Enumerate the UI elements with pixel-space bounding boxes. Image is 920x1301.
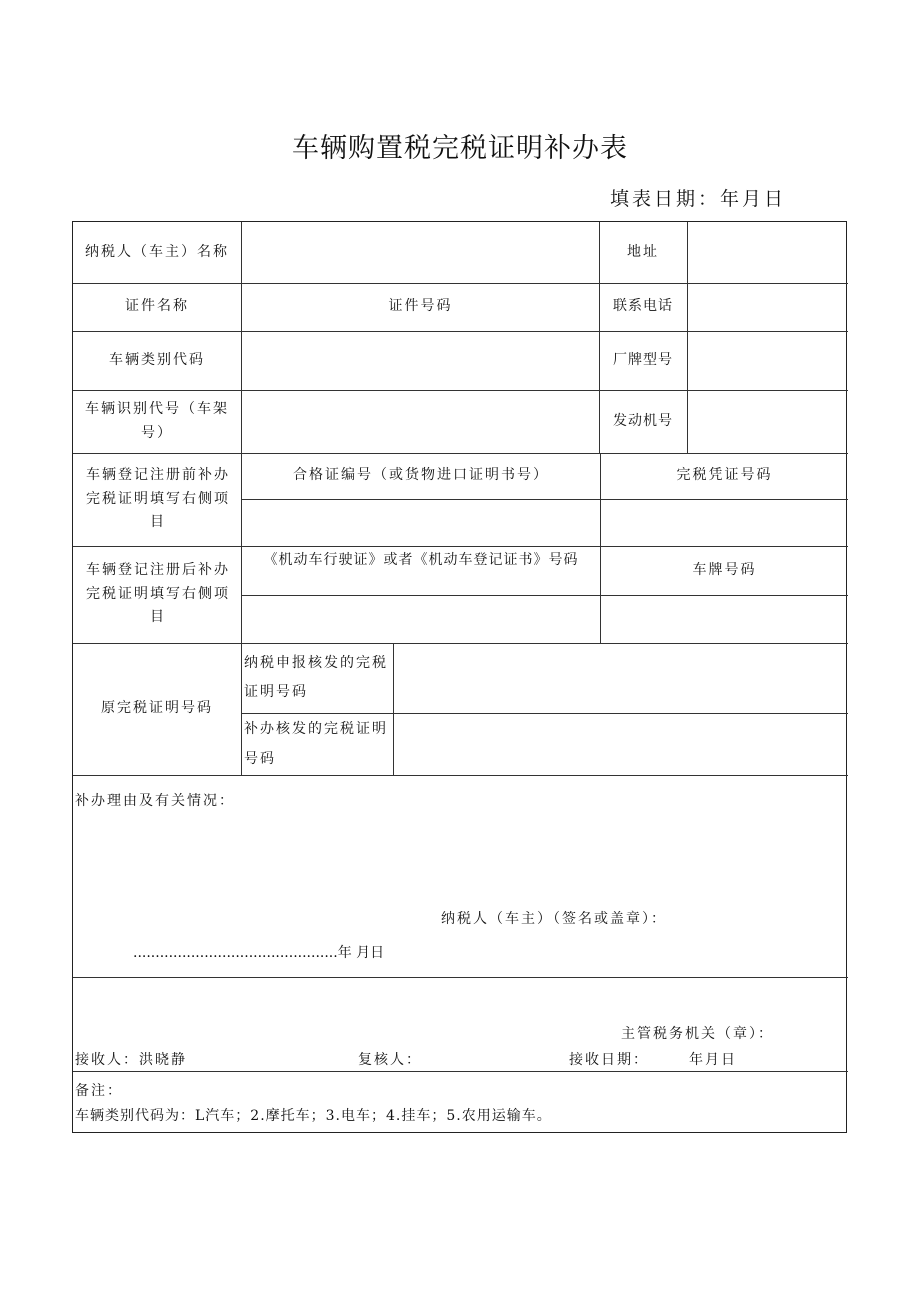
engine-no-field[interactable] bbox=[688, 390, 848, 453]
plate-no-label: 车牌号码 bbox=[692, 561, 757, 578]
taxpayer-name-label: 纳税人（车主）名称 bbox=[85, 243, 229, 260]
tax-voucher-no-field[interactable] bbox=[601, 500, 848, 546]
address-field[interactable] bbox=[688, 222, 848, 283]
reason-date-line[interactable]: ..............................................年 月日 bbox=[133, 945, 385, 961]
form-title: 车辆购置税完税证明补办表 bbox=[292, 133, 628, 164]
fill-date bbox=[610, 184, 786, 211]
engine-no-label: 发动机号 bbox=[613, 412, 673, 429]
address-label: 地址 bbox=[627, 243, 659, 260]
vin-field[interactable] bbox=[242, 390, 599, 453]
receive-date-value[interactable]: 年月日 bbox=[689, 1052, 737, 1068]
phone-field[interactable] bbox=[688, 283, 848, 331]
tax-voucher-no-label: 完税凭证号码 bbox=[676, 467, 773, 484]
id-name-label: 证件名称 bbox=[125, 298, 189, 315]
fill-date-label: 填表日期： bbox=[610, 188, 721, 210]
row-divider bbox=[73, 775, 848, 776]
form-table bbox=[72, 221, 847, 1133]
vin-label: 车辆识别代号（车架号） bbox=[85, 400, 229, 441]
plate-no-field[interactable] bbox=[601, 596, 848, 643]
vehicle-category-field[interactable] bbox=[242, 331, 599, 390]
after-registration-label: 车辆登记注册后补办完税证明填写右侧项目 bbox=[86, 561, 230, 626]
notes-label: 备注： bbox=[75, 1083, 123, 1099]
reason-label: 补办理由及有关情况： bbox=[75, 793, 235, 809]
brand-model-field[interactable] bbox=[688, 331, 848, 390]
tax-authority-label: 主管税务机关（章）： bbox=[621, 1026, 774, 1042]
reviewer-label: 复核人： bbox=[358, 1052, 422, 1068]
reported-cert-no-field[interactable] bbox=[394, 643, 848, 713]
taxpayer-signature-label: 纳税人（车主）（签名或盖章）： bbox=[441, 911, 667, 927]
phone-label: 联系电话 bbox=[613, 298, 673, 315]
certificate-no-label: 合格证编号（或货物进口证明书号） bbox=[293, 467, 549, 484]
fill-date-value[interactable]: 年月日 bbox=[720, 188, 787, 210]
row-divider bbox=[73, 977, 848, 978]
reissued-cert-no-field[interactable] bbox=[394, 714, 848, 775]
row-divider bbox=[73, 1071, 848, 1072]
license-doc-no-label: 《机动车行驶证》或者《机动车登记证书》号码 bbox=[263, 552, 579, 569]
certificate-no-field[interactable] bbox=[242, 500, 600, 546]
reported-cert-no-label: 纳税申报核发的完税证明号码 bbox=[244, 654, 388, 700]
reissued-cert-no-label: 补办核发的完税证明号码 bbox=[244, 721, 388, 767]
receiver-name[interactable]: 洪晓静 bbox=[139, 1052, 187, 1068]
before-registration-label: 车辆登记注册前补办完税证明填写右侧项目 bbox=[86, 466, 230, 531]
receive-date-label: 接收日期： bbox=[569, 1052, 649, 1068]
receiver-label: 接收人： bbox=[75, 1052, 139, 1068]
id-number-label: 证件号码 bbox=[388, 298, 453, 315]
notes-text: 车辆类别代码为：L汽车；2.摩托车；3.电车；4.挂车；5.农用运输车。 bbox=[75, 1108, 552, 1124]
vehicle-category-label: 车辆类别代码 bbox=[109, 351, 205, 368]
license-doc-no-field[interactable] bbox=[242, 596, 600, 643]
taxpayer-name-field[interactable] bbox=[242, 222, 599, 283]
original-cert-no-label: 原完税证明号码 bbox=[101, 700, 213, 717]
receiver bbox=[75, 1049, 187, 1069]
brand-model-label: 厂牌型号 bbox=[613, 351, 673, 368]
